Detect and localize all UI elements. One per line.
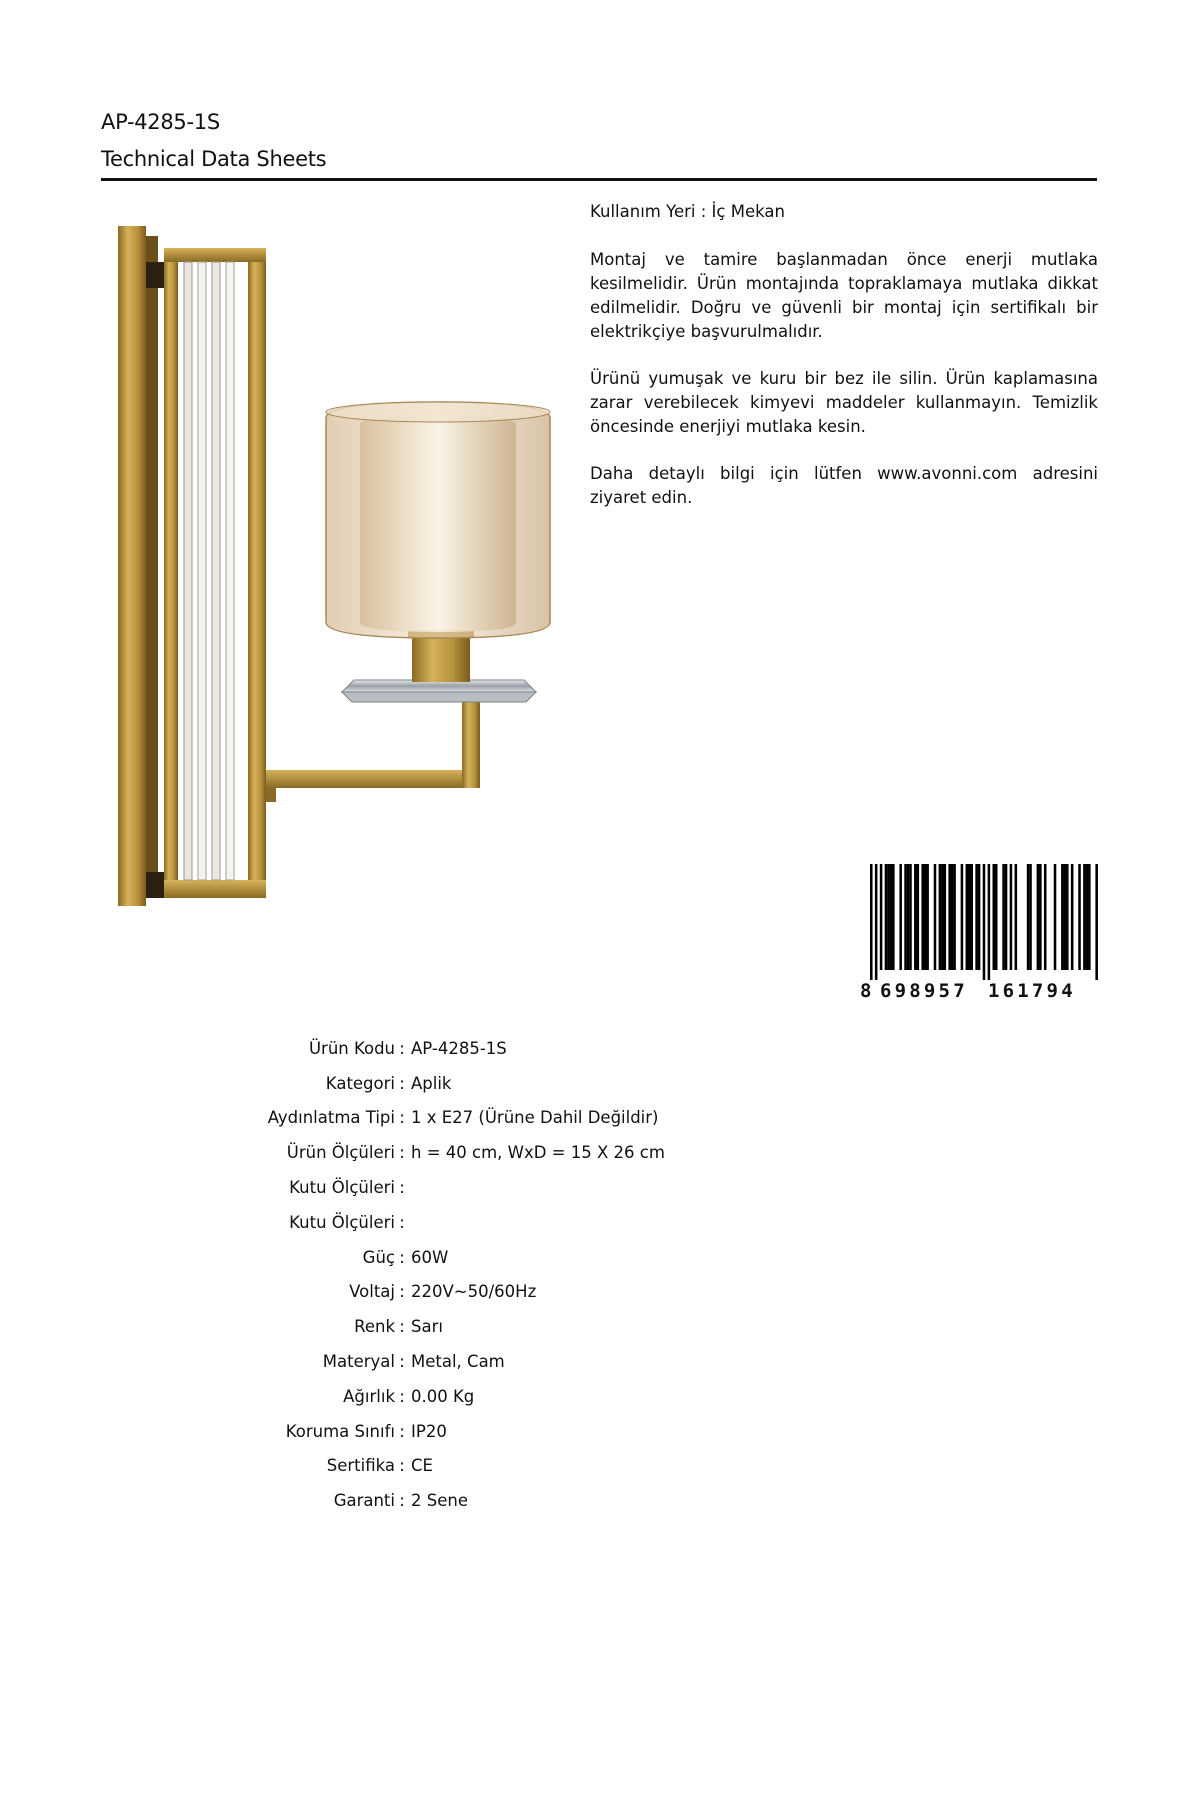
spec-label: Kutu Ölçüleri <box>289 1212 395 1232</box>
barcode-bar <box>1066 864 1069 970</box>
barcode-bar <box>1010 864 1013 970</box>
barcode-bar <box>993 864 996 970</box>
barcode-bar <box>926 864 929 970</box>
spec-separator: : <box>399 1038 405 1058</box>
spec-value: Aplik <box>411 1073 452 1093</box>
barcode-bar <box>887 864 890 970</box>
barcode <box>858 864 1100 1004</box>
barcode-first-digit: 8 <box>860 980 872 1002</box>
spec-value: 1 x E27 (Ürüne Dahil Değildir) <box>411 1108 659 1128</box>
spec-separator: : <box>399 1352 405 1372</box>
spec-value: Metal, Cam <box>411 1352 505 1372</box>
spec-row <box>200 1240 800 1275</box>
barcode-bar <box>941 864 944 970</box>
barcode-bar <box>1002 864 1005 970</box>
barcode-bar <box>951 864 954 970</box>
spec-separator: : <box>399 1456 405 1476</box>
barcode-bar <box>1083 864 1086 970</box>
barcode-bar <box>892 864 895 970</box>
spec-row <box>200 1309 800 1344</box>
spec-row <box>200 1205 800 1240</box>
spec-separator: : <box>399 1317 405 1337</box>
spec-value: Sarı <box>411 1317 443 1337</box>
barcode-bar <box>1064 864 1067 970</box>
spec-row <box>200 1066 800 1101</box>
spec-label: Renk <box>354 1317 395 1337</box>
spec-row <box>200 1101 800 1136</box>
wall-sconce-illustration <box>112 222 572 942</box>
barcode-bar <box>953 864 956 970</box>
barcode-bar <box>988 864 991 980</box>
spec-row <box>200 1031 800 1066</box>
spec-value: 0.00 Kg <box>411 1386 475 1406</box>
barcode-bars <box>858 864 1100 980</box>
barcode-bar <box>1054 864 1057 970</box>
spec-label: Voltaj <box>349 1282 395 1302</box>
barcode-bar <box>995 864 998 970</box>
spec-label: Kutu Ölçüleri <box>289 1178 395 1198</box>
spec-row <box>200 1449 800 1484</box>
spec-value: 60W <box>411 1247 449 1267</box>
spec-row <box>200 1170 800 1205</box>
barcode-bar <box>975 864 978 970</box>
barcode-bar <box>1086 864 1089 970</box>
spec-value: IP20 <box>411 1421 447 1441</box>
barcode-bar <box>924 864 927 970</box>
barcode-number <box>858 980 1100 1004</box>
barcode-bar <box>978 864 981 970</box>
spec-separator: : <box>399 1421 405 1441</box>
barcode-bar <box>1027 864 1030 970</box>
barcode-bar <box>907 864 910 970</box>
spec-separator: : <box>399 1143 405 1163</box>
spec-value: 220V~50/60Hz <box>411 1282 537 1302</box>
spec-label: Garanti <box>333 1491 395 1511</box>
barcode-bar <box>875 864 878 980</box>
spec-row <box>200 1379 800 1414</box>
barcode-bar <box>917 864 920 970</box>
spec-separator: : <box>399 1386 405 1406</box>
barcode-bar <box>1005 864 1008 970</box>
barcode-bar <box>1044 864 1047 970</box>
spec-label: Ürün Ölçüleri <box>286 1143 395 1163</box>
spec-row <box>200 1135 800 1170</box>
barcode-bar <box>890 864 893 970</box>
barcode-bar <box>921 864 924 970</box>
spec-value: 2 Sene <box>411 1491 468 1511</box>
barcode-bar <box>983 864 986 980</box>
barcode-bar <box>1061 864 1064 970</box>
spec-label: Güç <box>362 1247 395 1267</box>
barcode-bar <box>1015 864 1018 970</box>
spec-separator: : <box>399 1178 405 1198</box>
barcode-bar <box>880 864 883 970</box>
barcode-bar <box>909 864 912 970</box>
cleaning-notice: Ürünü yumuşak ve kuru bir bez ile silin. Ürün kaplamasına zarar verebilecek kimyevi maddeler kullanmayın. Temizlik öncesinde enerjiyi mutlaka kesin. <box>590 369 1098 436</box>
barcode-bar <box>885 864 888 970</box>
spec-separator: : <box>399 1108 405 1128</box>
spec-separator: : <box>399 1491 405 1511</box>
barcode-right-group: 161794 <box>988 980 1076 1002</box>
spec-value: CE <box>411 1456 433 1476</box>
product-image <box>112 222 572 942</box>
spec-value: AP-4285-1S <box>411 1038 507 1058</box>
spec-row <box>200 1275 800 1310</box>
barcode-bar <box>1088 864 1091 970</box>
info-panel <box>590 200 1098 533</box>
barcode-bar <box>948 864 951 970</box>
spec-row <box>200 1483 800 1518</box>
spec-separator: : <box>399 1073 405 1093</box>
header-divider <box>101 178 1097 181</box>
document-subtitle: Technical Data Sheets <box>101 147 327 171</box>
barcode-bar <box>939 864 942 970</box>
spec-row <box>200 1344 800 1379</box>
installation-notice: Montaj ve tamire başlanmadan önce enerji mutlaka kesilmelidir. Ürün montajında topraklamaya mutlaka dikkat edilmelidir. Doğru ve güvenli bir montaj için sertifikalı bir elektrikçiye başvurulmalıdır. <box>590 250 1098 341</box>
barcode-bar <box>1095 864 1098 980</box>
barcode-bar <box>1039 864 1042 970</box>
barcode-bar <box>966 864 969 970</box>
spec-table <box>200 1031 800 1518</box>
barcode-bar <box>1029 864 1032 970</box>
barcode-bar <box>914 864 917 970</box>
spec-separator: : <box>399 1247 405 1267</box>
spec-separator: : <box>399 1282 405 1302</box>
barcode-bar <box>1037 864 1040 970</box>
spec-label: Kategori <box>325 1073 395 1093</box>
usage-text: Kullanım Yeri : İç Mekan <box>590 202 785 221</box>
barcode-bar <box>944 864 947 970</box>
spec-separator: : <box>399 1212 405 1232</box>
spec-label: Ağırlık <box>343 1386 395 1406</box>
more-info-text: Daha detaylı bilgi için lütfen www.avonni.com adresini ziyaret edin. <box>590 464 1098 507</box>
barcode-bar <box>961 864 964 970</box>
spec-label: Aydınlatma Tipi <box>267 1108 395 1128</box>
spec-label: Sertifika <box>326 1456 395 1476</box>
barcode-bar <box>970 864 973 970</box>
barcode-bar <box>1078 864 1081 970</box>
spec-label: Ürün Kodu <box>308 1038 395 1058</box>
barcode-bar <box>1071 864 1074 970</box>
barcode-left-group: 698957 <box>880 980 968 1002</box>
spec-row <box>200 1414 800 1449</box>
spec-label: Koruma Sınıfı <box>285 1421 395 1441</box>
barcode-bar <box>934 864 937 970</box>
barcode-bar <box>870 864 873 980</box>
barcode-bar <box>968 864 971 970</box>
product-code-title: AP-4285-1S <box>101 110 220 134</box>
barcode-bar <box>899 864 902 970</box>
spec-value: h = 40 cm, WxD = 15 X 26 cm <box>411 1143 665 1163</box>
barcode-bar <box>904 864 907 970</box>
spec-label: Materyal <box>322 1352 395 1372</box>
